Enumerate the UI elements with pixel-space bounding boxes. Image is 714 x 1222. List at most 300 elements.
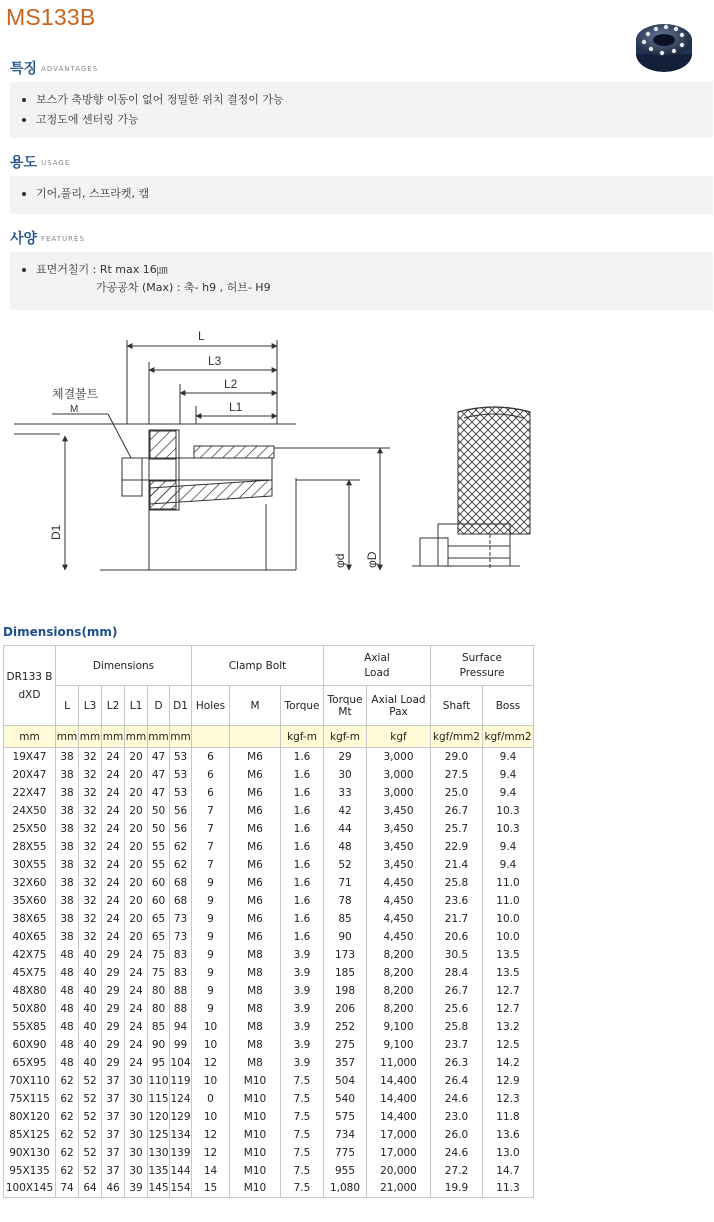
- table-cell: M6: [230, 874, 281, 892]
- table-cell: 23.7: [431, 1036, 483, 1054]
- table-cell: 1.6: [281, 856, 324, 874]
- row-model-cell: 25X50: [4, 820, 56, 838]
- group-dimensions: Dimensions: [56, 646, 192, 686]
- group-axial-line2: Load: [364, 667, 390, 679]
- table-cell: M6: [230, 820, 281, 838]
- table-cell: M6: [230, 910, 281, 928]
- table-cell: 3,450: [367, 820, 431, 838]
- col-header: Shaft: [431, 686, 483, 726]
- table-cell: 29: [102, 1054, 125, 1072]
- col-header: Axial Load Pax: [367, 686, 431, 726]
- table-cell: 20: [125, 874, 148, 892]
- table-cell: 11.0: [483, 892, 534, 910]
- table-cell: 50: [148, 820, 170, 838]
- row-model-cell: 42X75: [4, 946, 56, 964]
- table-cell: 24: [125, 946, 148, 964]
- row-model-cell: 20X47: [4, 766, 56, 784]
- table-cell: 3,450: [367, 802, 431, 820]
- table-cell: 14,400: [367, 1090, 431, 1108]
- table-cell: 47: [148, 748, 170, 766]
- table-cell: M8: [230, 1018, 281, 1036]
- unit-cell: mm: [56, 726, 79, 748]
- row-model-cell: 65X95: [4, 1054, 56, 1072]
- table-cell: 8,200: [367, 964, 431, 982]
- col-header: Torque: [281, 686, 324, 726]
- table-cell: 62: [56, 1090, 79, 1108]
- table-row: [4, 1072, 534, 1090]
- table-row: [4, 784, 534, 802]
- advantages-box: [10, 82, 713, 138]
- table-cell: M10: [230, 1144, 281, 1162]
- table-cell: 17,000: [367, 1126, 431, 1144]
- table-cell: 1.6: [281, 874, 324, 892]
- features-heading: [10, 228, 85, 248]
- dim-label-L3: L3: [208, 354, 222, 368]
- table-cell: 56: [170, 802, 192, 820]
- table-cell: 80: [148, 982, 170, 1000]
- table-cell: 88: [170, 982, 192, 1000]
- table-cell: 9: [192, 928, 230, 946]
- table-cell: 21,000: [367, 1180, 431, 1198]
- table-cell: 90: [148, 1036, 170, 1054]
- table-cell: M6: [230, 928, 281, 946]
- table-cell: 29: [102, 1018, 125, 1036]
- dimensions-table: [3, 645, 534, 1198]
- features-item: 표면거칠기 : Rt max 16㎛: [22, 260, 713, 280]
- row-model-cell: 32X60: [4, 874, 56, 892]
- col-model-line1: DR133 B: [6, 670, 53, 683]
- table-cell: 78: [324, 892, 367, 910]
- row-model-cell: 19X47: [4, 748, 56, 766]
- table-cell: 24: [102, 856, 125, 874]
- table-cell: 3.9: [281, 946, 324, 964]
- table-cell: 24: [102, 928, 125, 946]
- table-cell: 14,400: [367, 1072, 431, 1090]
- table-cell: 540: [324, 1090, 367, 1108]
- usage-sub: USAGE: [41, 159, 71, 167]
- table-cell: 1,080: [324, 1180, 367, 1198]
- table-row: [4, 892, 534, 910]
- unit-cell: mm: [170, 726, 192, 748]
- table-cell: 99: [170, 1036, 192, 1054]
- table-cell: 24.6: [431, 1090, 483, 1108]
- table-cell: 1.6: [281, 892, 324, 910]
- row-model-cell: 50X80: [4, 1000, 56, 1018]
- col-header: L1: [125, 686, 148, 726]
- table-cell: 56: [170, 820, 192, 838]
- table-cell: 10.3: [483, 802, 534, 820]
- table-cell: M10: [230, 1108, 281, 1126]
- table-cell: 20: [125, 766, 148, 784]
- table-cell: 40: [79, 982, 102, 1000]
- table-cell: 22.9: [431, 838, 483, 856]
- unit-cell: mm: [4, 726, 56, 748]
- table-cell: 7: [192, 856, 230, 874]
- table-cell: 33: [324, 784, 367, 802]
- table-cell: 30: [125, 1072, 148, 1090]
- table-cell: 60: [148, 892, 170, 910]
- table-row: [4, 1162, 534, 1180]
- table-cell: 37: [102, 1126, 125, 1144]
- table-cell: 8,200: [367, 946, 431, 964]
- table-cell: 65: [148, 928, 170, 946]
- unit-cell: kgf/mm2: [431, 726, 483, 748]
- table-cell: 83: [170, 964, 192, 982]
- table-cell: 32: [79, 838, 102, 856]
- table-cell: 20: [125, 802, 148, 820]
- table-row: [4, 1108, 534, 1126]
- table-cell: 40: [79, 1000, 102, 1018]
- col-header: D1: [170, 686, 192, 726]
- table-cell: 30: [324, 766, 367, 784]
- table-cell: 275: [324, 1036, 367, 1054]
- table-cell: 1.6: [281, 910, 324, 928]
- table-cell: 75: [148, 964, 170, 982]
- table-cell: 55: [148, 856, 170, 874]
- table-cell: 0: [192, 1090, 230, 1108]
- table-cell: 40: [79, 946, 102, 964]
- row-model-cell: 60X90: [4, 1036, 56, 1054]
- table-cell: 30: [125, 1144, 148, 1162]
- table-cell: 13.2: [483, 1018, 534, 1036]
- table-cell: 74: [56, 1180, 79, 1198]
- table-cell: 24.6: [431, 1144, 483, 1162]
- table-cell: 154: [170, 1180, 192, 1198]
- table-cell: 26.7: [431, 982, 483, 1000]
- table-cell: 32: [79, 802, 102, 820]
- table-cell: 53: [170, 784, 192, 802]
- table-cell: 15: [192, 1180, 230, 1198]
- table-cell: 20: [125, 748, 148, 766]
- table-cell: 9: [192, 910, 230, 928]
- table-cell: 17,000: [367, 1144, 431, 1162]
- table-cell: 9: [192, 946, 230, 964]
- table-row: [4, 1036, 534, 1054]
- table-cell: 24: [125, 1000, 148, 1018]
- row-model-cell: 22X47: [4, 784, 56, 802]
- table-cell: 30: [125, 1162, 148, 1180]
- dim-label-L: L: [198, 329, 205, 343]
- table-cell: 10: [192, 1018, 230, 1036]
- col-model: [4, 646, 56, 726]
- group-clamp-bolt: Clamp Bolt: [192, 646, 324, 686]
- table-cell: 20: [125, 784, 148, 802]
- table-cell: 12.5: [483, 1036, 534, 1054]
- table-cell: 90: [324, 928, 367, 946]
- table-cell: 38: [56, 892, 79, 910]
- row-model-cell: 38X65: [4, 910, 56, 928]
- table-row: [4, 838, 534, 856]
- table-cell: 28.4: [431, 964, 483, 982]
- table-cell: 25.6: [431, 1000, 483, 1018]
- table-cell: 20,000: [367, 1162, 431, 1180]
- table-cell: 9.4: [483, 748, 534, 766]
- table-cell: 88: [170, 1000, 192, 1018]
- table-cell: 55: [148, 838, 170, 856]
- table-cell: 62: [56, 1126, 79, 1144]
- usage-box: [10, 176, 713, 214]
- table-cell: 80: [148, 1000, 170, 1018]
- table-cell: 30.5: [431, 946, 483, 964]
- unit-cell: kgf-m: [324, 726, 367, 748]
- usage-heading: [10, 152, 70, 172]
- table-cell: 38: [56, 820, 79, 838]
- table-cell: 24: [125, 1036, 148, 1054]
- group-surface-line2: Pressure: [459, 667, 505, 679]
- table-cell: 30: [125, 1126, 148, 1144]
- table-cell: M6: [230, 748, 281, 766]
- table-cell: 13.0: [483, 1144, 534, 1162]
- table-cell: M6: [230, 838, 281, 856]
- table-cell: 23.0: [431, 1108, 483, 1126]
- table-cell: 135: [148, 1162, 170, 1180]
- table-cell: 6: [192, 748, 230, 766]
- table-cell: 144: [170, 1162, 192, 1180]
- technical-drawing: [0, 318, 714, 600]
- table-cell: 64: [79, 1180, 102, 1198]
- row-model-cell: 90X130: [4, 1144, 56, 1162]
- row-model-cell: 40X65: [4, 928, 56, 946]
- table-cell: 14.2: [483, 1054, 534, 1072]
- table-row: [4, 802, 534, 820]
- table-cell: 8,200: [367, 1000, 431, 1018]
- table-cell: 7.5: [281, 1144, 324, 1162]
- table-cell: 119: [170, 1072, 192, 1090]
- row-model-cell: 80X120: [4, 1108, 56, 1126]
- table-cell: 37: [102, 1144, 125, 1162]
- table-cell: 4,450: [367, 874, 431, 892]
- table-cell: 30: [125, 1108, 148, 1126]
- table-row: [4, 856, 534, 874]
- table-cell: 120: [148, 1108, 170, 1126]
- table-cell: 14,400: [367, 1108, 431, 1126]
- table-cell: 68: [170, 892, 192, 910]
- bolt-m-label: M: [70, 404, 79, 415]
- table-row: [4, 964, 534, 982]
- table-cell: 46: [102, 1180, 125, 1198]
- table-cell: 24: [125, 1018, 148, 1036]
- table-cell: 20: [125, 838, 148, 856]
- table-cell: 32: [79, 784, 102, 802]
- table-row: [4, 820, 534, 838]
- table-row: [4, 910, 534, 928]
- table-cell: 20: [125, 856, 148, 874]
- table-cell: 60: [148, 874, 170, 892]
- table-cell: 11.0: [483, 874, 534, 892]
- table-cell: 40: [79, 1036, 102, 1054]
- row-model-cell: 100X145: [4, 1180, 56, 1198]
- table-row: [4, 946, 534, 964]
- table-cell: 12.7: [483, 1000, 534, 1018]
- table-cell: 7.5: [281, 1090, 324, 1108]
- table-cell: 10.0: [483, 910, 534, 928]
- table-cell: 12: [192, 1126, 230, 1144]
- table-cell: 1.6: [281, 928, 324, 946]
- dim-label-D: φD: [365, 551, 379, 568]
- col-header: L3: [79, 686, 102, 726]
- table-cell: 4,450: [367, 892, 431, 910]
- table-cell: 73: [170, 910, 192, 928]
- table-cell: 3.9: [281, 1036, 324, 1054]
- table-cell: 130: [148, 1144, 170, 1162]
- table-cell: 38: [56, 874, 79, 892]
- table-cell: 48: [56, 1036, 79, 1054]
- col-header: L2: [102, 686, 125, 726]
- table-cell: 48: [56, 1054, 79, 1072]
- table-cell: 145: [148, 1180, 170, 1198]
- table-cell: 13.5: [483, 964, 534, 982]
- table-cell: 25.8: [431, 874, 483, 892]
- table-cell: 13.5: [483, 946, 534, 964]
- table-cell: 9.4: [483, 784, 534, 802]
- table-cell: 21.4: [431, 856, 483, 874]
- table-cell: 24: [102, 820, 125, 838]
- table-cell: 3,000: [367, 766, 431, 784]
- table-cell: 62: [56, 1144, 79, 1162]
- table-cell: 24: [102, 892, 125, 910]
- table-cell: 12.9: [483, 1072, 534, 1090]
- product-image: [632, 18, 696, 76]
- table-cell: 27.5: [431, 766, 483, 784]
- table-cell: 955: [324, 1162, 367, 1180]
- table-cell: 25.7: [431, 820, 483, 838]
- table-cell: 83: [170, 946, 192, 964]
- table-cell: 7: [192, 820, 230, 838]
- table-cell: 38: [56, 910, 79, 928]
- table-cell: 104: [170, 1054, 192, 1072]
- table-cell: 173: [324, 946, 367, 964]
- table-cell: M6: [230, 892, 281, 910]
- table-cell: 13.6: [483, 1126, 534, 1144]
- table-cell: 27.2: [431, 1162, 483, 1180]
- table-cell: 95: [148, 1054, 170, 1072]
- table-cell: 129: [170, 1108, 192, 1126]
- table-cell: 206: [324, 1000, 367, 1018]
- table-cell: M6: [230, 766, 281, 784]
- row-model-cell: 35X60: [4, 892, 56, 910]
- table-row: [4, 1090, 534, 1108]
- unit-cell: kgf/mm2: [483, 726, 534, 748]
- dim-label-d: φd: [333, 553, 347, 568]
- advantages-sub: ADVANTAGES: [41, 65, 99, 73]
- table-cell: M8: [230, 964, 281, 982]
- table-cell: 52: [79, 1162, 102, 1180]
- unit-cell: mm: [148, 726, 170, 748]
- col-model-line2: dXD: [18, 688, 41, 701]
- table-cell: 24: [102, 910, 125, 928]
- table-cell: 575: [324, 1108, 367, 1126]
- table-cell: 10.0: [483, 928, 534, 946]
- table-cell: 6: [192, 766, 230, 784]
- table-cell: 11.8: [483, 1108, 534, 1126]
- table-cell: 9,100: [367, 1036, 431, 1054]
- table-cell: 53: [170, 748, 192, 766]
- advantages-heading-text: 특징: [10, 61, 38, 77]
- unit-cell: kgf-m: [281, 726, 324, 748]
- table-cell: 26.4: [431, 1072, 483, 1090]
- table-cell: 1.6: [281, 748, 324, 766]
- table-cell: M8: [230, 1054, 281, 1072]
- row-model-cell: 85X125: [4, 1126, 56, 1144]
- table-cell: 12: [192, 1054, 230, 1072]
- table-cell: 4,450: [367, 910, 431, 928]
- table-cell: M8: [230, 982, 281, 1000]
- table-cell: 9,100: [367, 1018, 431, 1036]
- table-cell: M10: [230, 1072, 281, 1090]
- table-cell: 24: [102, 874, 125, 892]
- row-model-cell: 48X80: [4, 982, 56, 1000]
- table-cell: 4,450: [367, 928, 431, 946]
- table-cell: 25.8: [431, 1018, 483, 1036]
- table-cell: 38: [56, 784, 79, 802]
- table-cell: 47: [148, 766, 170, 784]
- row-model-cell: 70X110: [4, 1072, 56, 1090]
- table-cell: 94: [170, 1018, 192, 1036]
- advantages-item: 고정도에 센터링 가능: [22, 110, 713, 130]
- table-cell: 7.5: [281, 1162, 324, 1180]
- table-cell: 48: [324, 838, 367, 856]
- table-cell: 48: [56, 1000, 79, 1018]
- table-cell: 3.9: [281, 1018, 324, 1036]
- table-cell: 32: [79, 748, 102, 766]
- table-cell: 26.7: [431, 802, 483, 820]
- table-cell: 10.3: [483, 820, 534, 838]
- table-row: [4, 766, 534, 784]
- table-cell: 1.6: [281, 784, 324, 802]
- col-header: D: [148, 686, 170, 726]
- table-cell: M8: [230, 946, 281, 964]
- table-cell: 38: [56, 802, 79, 820]
- dim-label-D1: D1: [49, 524, 63, 540]
- table-cell: 24: [102, 766, 125, 784]
- table-cell: 32: [79, 910, 102, 928]
- table-cell: 9: [192, 892, 230, 910]
- table-cell: 38: [56, 766, 79, 784]
- table-cell: 32: [79, 856, 102, 874]
- advantages-heading: [10, 58, 98, 78]
- table-cell: 7.5: [281, 1126, 324, 1144]
- table-cell: 3.9: [281, 982, 324, 1000]
- table-cell: 62: [170, 838, 192, 856]
- unit-cell: [192, 726, 230, 748]
- table-cell: 25.0: [431, 784, 483, 802]
- table-row: [4, 1054, 534, 1072]
- table-cell: 24: [102, 748, 125, 766]
- table-cell: 37: [102, 1108, 125, 1126]
- table-row: [4, 982, 534, 1000]
- features-box: [10, 252, 713, 310]
- table-cell: M8: [230, 1000, 281, 1018]
- table-cell: 10: [192, 1072, 230, 1090]
- table-cell: 24: [102, 802, 125, 820]
- table-cell: M6: [230, 784, 281, 802]
- table-cell: 3,000: [367, 748, 431, 766]
- table-cell: 30: [125, 1090, 148, 1108]
- table-cell: 3.9: [281, 964, 324, 982]
- table-cell: 198: [324, 982, 367, 1000]
- table-cell: M6: [230, 856, 281, 874]
- features-heading-text: 사양: [10, 231, 38, 247]
- group-axial-load: [324, 646, 431, 686]
- table-cell: M10: [230, 1162, 281, 1180]
- dim-label-L2: L2: [224, 377, 238, 391]
- dim-label-L1: L1: [229, 400, 243, 414]
- features-line2: 가공공차 (Max) : 축- h9 , 허브- H9: [96, 281, 271, 294]
- table-cell: 1.6: [281, 838, 324, 856]
- table-cell: 504: [324, 1072, 367, 1090]
- unit-cell: kgf: [367, 726, 431, 748]
- table-cell: 9.4: [483, 856, 534, 874]
